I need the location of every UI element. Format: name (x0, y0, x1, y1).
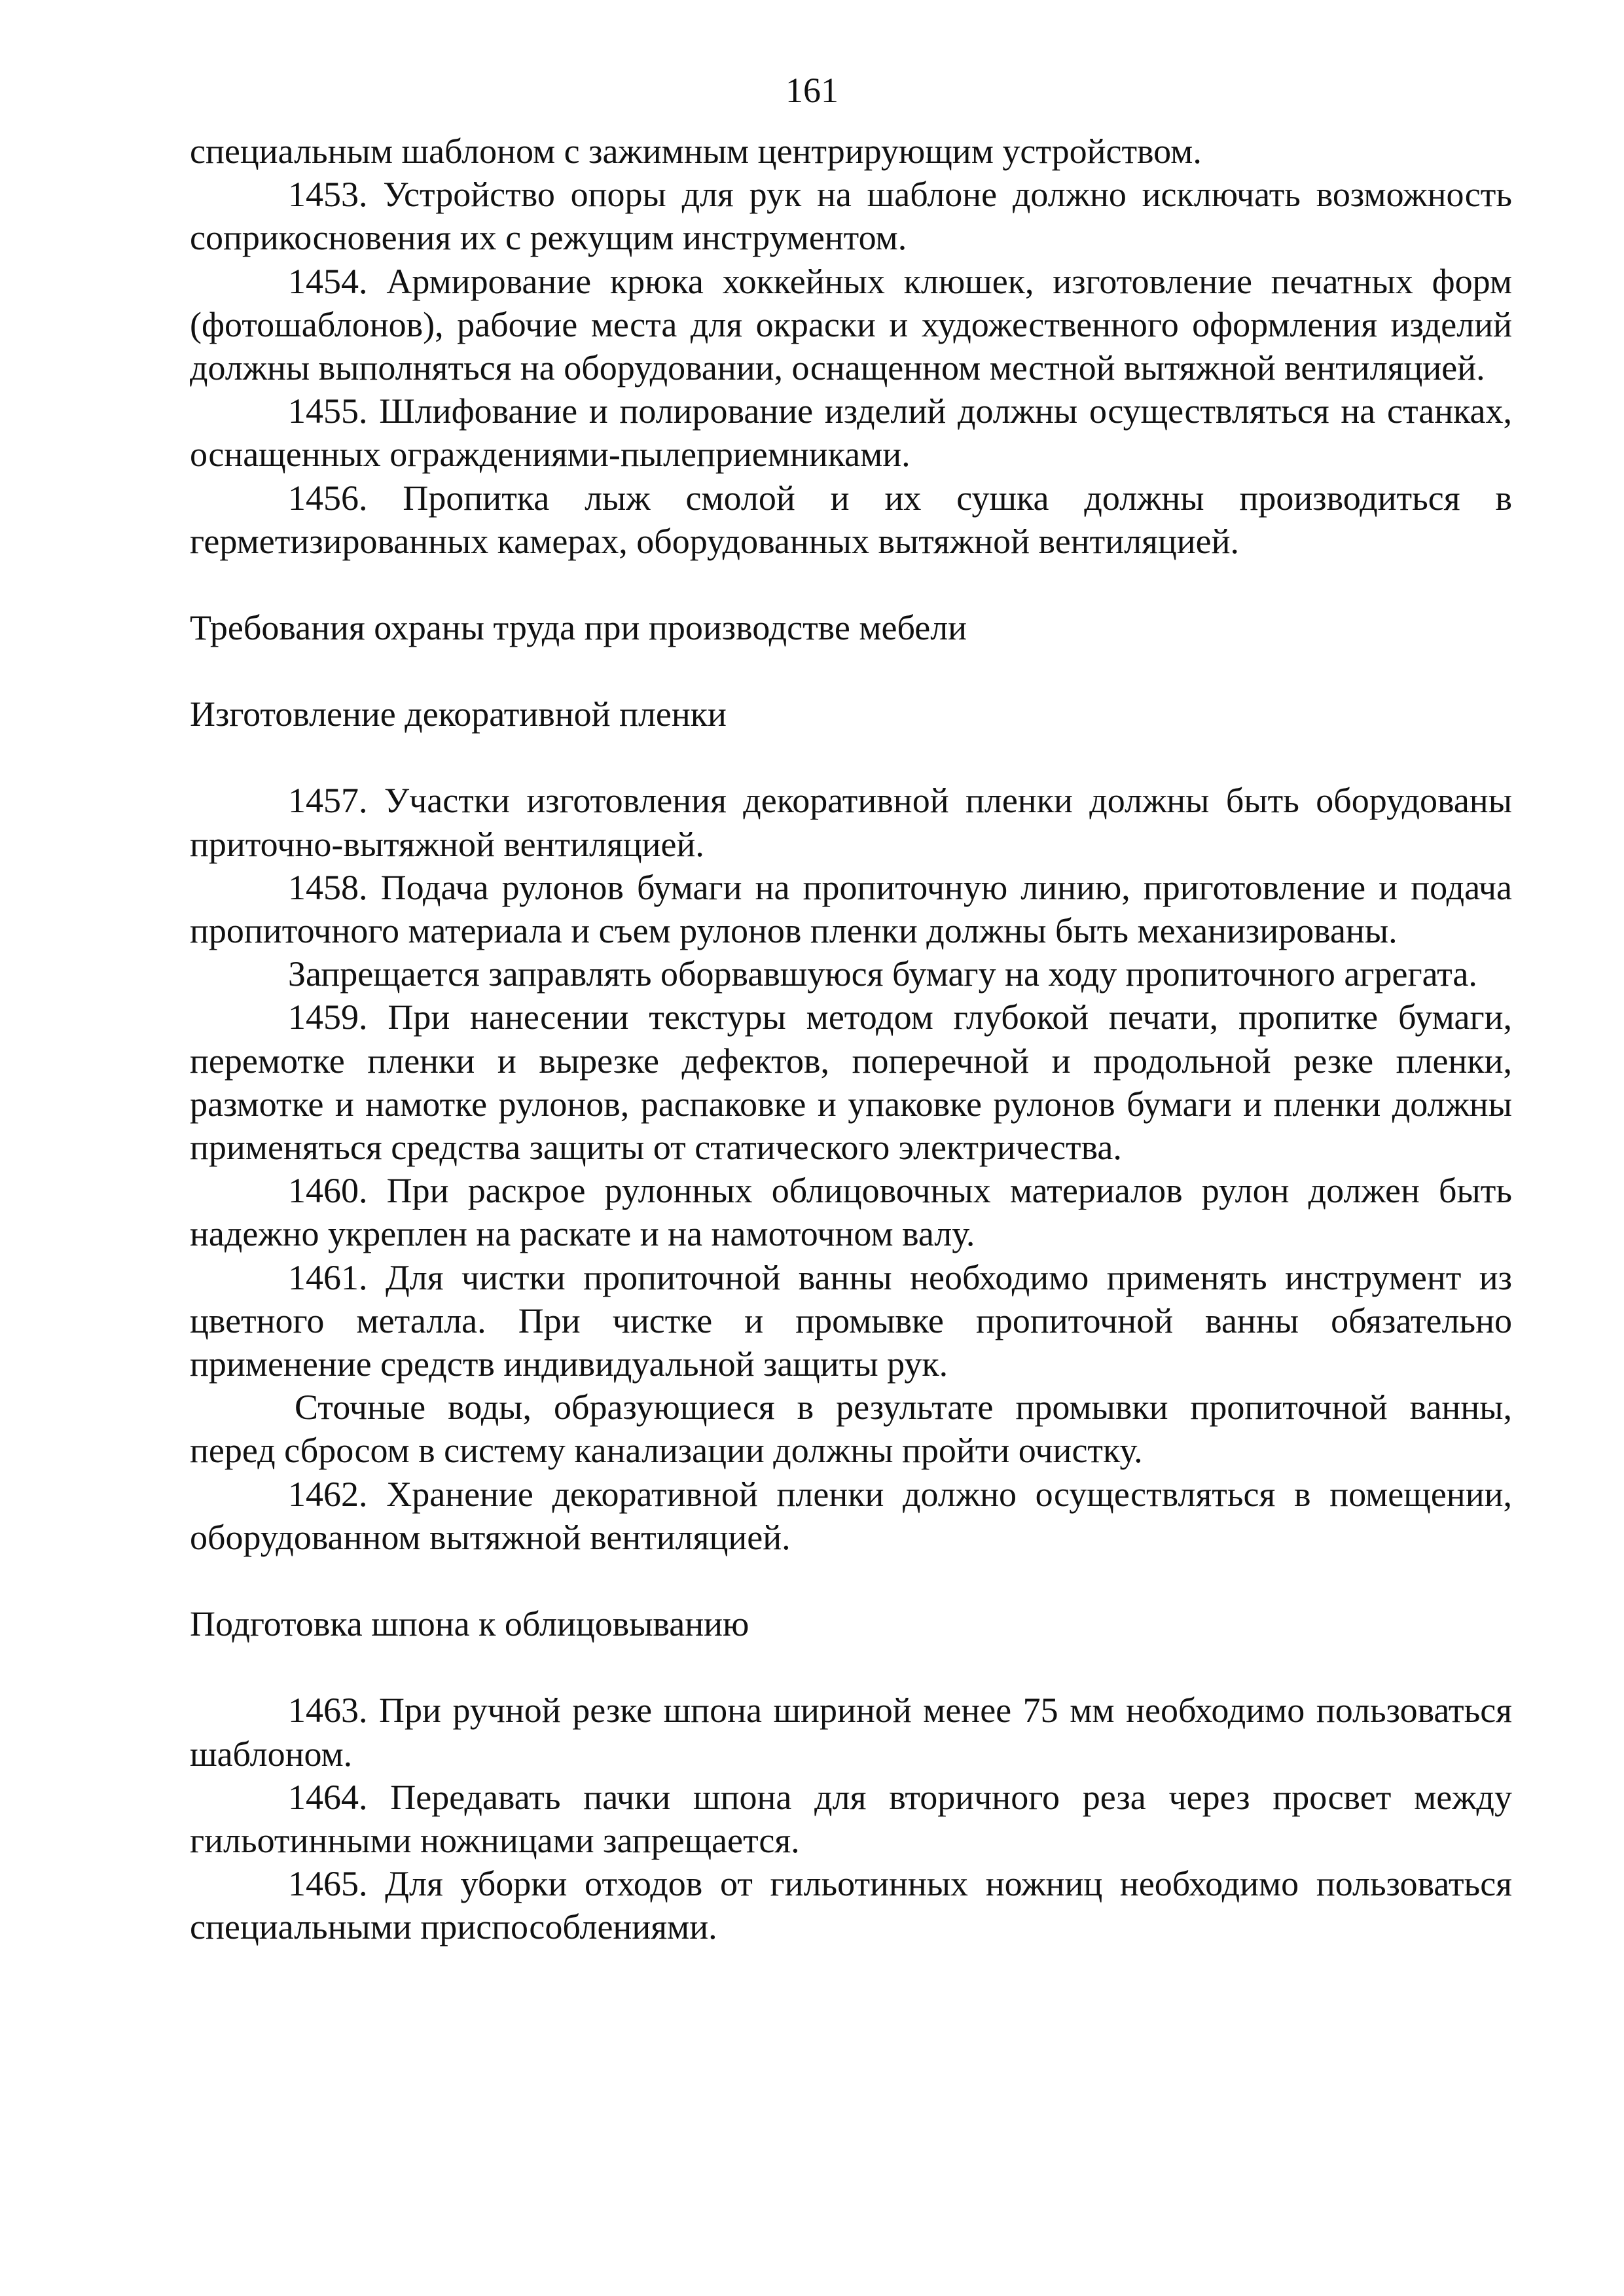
body-text (190, 130, 1512, 1949)
paragraph-1462: 1462. Хранение декоративной пленки должно осуществляться в помещении, оборудованном вытяжной вентиляцией. (190, 1474, 1512, 1557)
paragraph-1460: 1460. При раскрое рулонных облицовочных материалов рулон должен быть надежно укреплен на раскате и на намоточном валу. (190, 1171, 1512, 1254)
paragraph-1455: 1455. Шлифование и полирование изделий должны осуществляться на станках, оснащенных ограждениями-пылеприемниками. (190, 391, 1512, 475)
paragraph-1456: 1456. Пропитка лыж смолой и их сушка должны производиться в герметизированных камерах, оборудованных вытяжной вентиляцией. (190, 478, 1512, 561)
paragraph-1453: 1453. Устройство опоры для рук на шаблоне должно исключать возможность соприкосновения их с режущим инструментом. (190, 175, 1512, 258)
section-heading-furniture: Требования охраны труда при производстве мебели (190, 608, 967, 648)
paragraph-1457: 1457. Участки изготовления декоративной пленки должны быть оборудованы приточно-вытяжной вентиляцией. (190, 781, 1512, 864)
paragraph-1463: 1463. При ручной резке шпона шириной менее 75 мм необходимо пользоваться шаблоном. (190, 1691, 1512, 1774)
subsection-heading-film: Изготовление декоративной пленки (190, 694, 727, 734)
paragraph-1458-prohibition: Запрещается заправлять оборвавшуюся бумагу на ходу пропиточного агрегата. (288, 954, 1477, 994)
subsection-heading-veneer: Подготовка шпона к облицовыванию (190, 1604, 749, 1644)
paragraph-1461: 1461. Для чистки пропиточной ванны необходимо применять инструмент из цветного металла. При чистке и промывке пропиточной ванны обязательно применение средств индивидуальной защиты рук. (190, 1257, 1512, 1384)
paragraph-continuation: специальным шаблоном с зажимным центрирующим устройством. (190, 132, 1202, 171)
paragraph-1454: 1454. Армирование крюка хоккейных клюшек, изготовление печатных форм (фотошаблонов), рабочие места для окраски и художественного оформления изделий должны выполняться на оборудовании, оснащенном местной вытяжной вентиляцией. (190, 261, 1512, 388)
paragraph-1461-wastewater: Сточные воды, образующиеся в результате промывки пропиточной ванны, перед сбросом в систему канализации должны пройти очистку. (190, 1388, 1512, 1471)
paragraph-1464: 1464. Передавать пачки шпона для вторичного реза через просвет между гильотинными ножницами запрещается. (190, 1777, 1512, 1860)
paragraph-1465: 1465. Для уборки отходов от гильотинных ножниц необходимо пользоваться специальными приспособлениями. (190, 1864, 1512, 1947)
paragraph-1459: 1459. При нанесении текстуры методом глубокой печати, пропитке бумаги, перемотке пленки и вырезке дефектов, поперечной и продольной резке пленки, размотке и намотке рулонов, распаковке и упаковке рулонов бумаги и пленки должны применяться средства защиты от статического электричества. (190, 997, 1512, 1168)
paragraph-1458: 1458. Подача рулонов бумаги на пропиточную линию, приготовление и подача пропиточного материала и съем рулонов пленки должны быть механизированы. (190, 867, 1512, 951)
page-number: 161 (785, 71, 839, 110)
